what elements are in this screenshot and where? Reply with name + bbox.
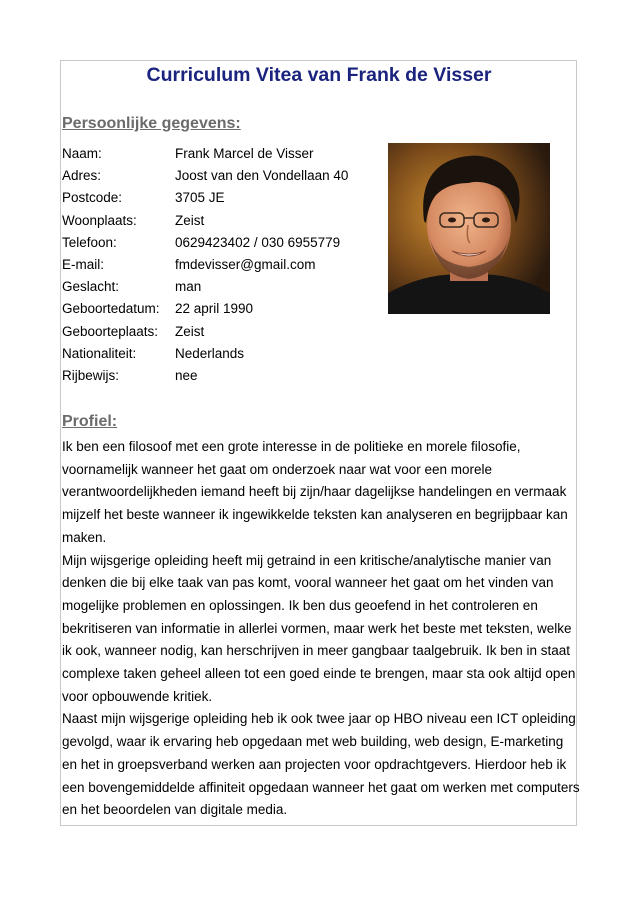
detail-row [62, 187, 348, 209]
portrait-image [388, 143, 550, 314]
detail-row [62, 343, 348, 365]
detail-label: Rijbewijs: [62, 367, 120, 383]
detail-value: 22 april 1990 [175, 301, 254, 317]
detail-row [62, 365, 348, 387]
detail-value: Joost van den Vondellaan 40 [175, 168, 349, 184]
personal-details [62, 143, 348, 387]
detail-label: Telefoon: [62, 234, 117, 250]
profile-paragraph: Naast mijn wijsgerige opleiding heb ik ook twee jaar op HBO niveau een ICT opleiding gevolgd, waar ik ervaring heb opgedaan met web building, web design, E-marketing en het in groepsverband werken aan projecten voor opdrachtgevers. Hierdoor heb ik een bovengemiddelde affiniteit opgedaan wanneer het gaat om werken met computers en het beoordelen van digitale media. [62, 711, 580, 818]
detail-value: Frank Marcel de Visser [175, 146, 314, 161]
detail-row [62, 210, 348, 232]
detail-row [62, 276, 348, 298]
detail-label: Geslacht: [62, 279, 120, 295]
profile-paragraph: Ik ben een filosoof met een grote interesse in de politieke en morele filosofie, voornamelijk wanneer het gaat om onderzoek naar wat voor een morele verantwoordelijkheden iemand heeft bij zijn/haar dagelijkse handelingen en vermaak mijzelf het beste wanneer ik ingewikkelde teksten kan analyseren en begrijpbaar kan maken. [62, 439, 568, 545]
detail-label: Naam: [62, 146, 102, 161]
detail-value: Nederlands [175, 345, 245, 361]
detail-value: man [175, 279, 202, 295]
detail-value: 3705 JE [175, 190, 225, 206]
profile-text [62, 436, 582, 822]
detail-row [62, 321, 348, 343]
detail-label: Adres: [62, 168, 102, 184]
detail-row [62, 165, 348, 187]
detail-label: Geboorteplaats: [62, 323, 159, 339]
detail-row [62, 232, 348, 254]
detail-value: Zeist [175, 212, 205, 228]
detail-value: Zeist [175, 323, 205, 339]
detail-label: Postcode: [62, 190, 123, 206]
page-title: Curriculum Vitea van Frank de Visser [146, 64, 492, 86]
personal-heading: Persoonlijke gegevens: [62, 115, 241, 132]
detail-value: 0629423402 / 030 6955779 [175, 234, 341, 250]
profile-photo [388, 143, 550, 314]
detail-row [62, 254, 348, 276]
profile-heading: Profiel: [62, 413, 118, 430]
detail-value: fmdevisser@gmail.com [175, 256, 316, 272]
detail-row [62, 298, 348, 320]
profile-paragraph: Mijn wijsgerige opleiding heeft mij getraind in een kritische/analytische manier van denken die bij elke taak van pas komt, vooral wanneer het gaat om het vinden van mogelijke problemen en oplossingen. Ik ben dus geoefend in het controleren en bekritiseren van informatie in allerlei vormen, maar werk het beste met teksten, welke ik ook, wanneer nodig, kan herschrijven in meer gangbaar taalgebruik. Ik ben in staat complexe taken geheel alleen tot een goed einde te brengen, maar sta ook altijd open voor opbouwende kritiek. [62, 552, 576, 704]
detail-label: Woonplaats: [62, 212, 137, 228]
detail-row [62, 143, 348, 165]
detail-value: nee [175, 367, 198, 383]
detail-label: Nationaliteit: [62, 345, 137, 361]
detail-label: Geboortedatum: [62, 301, 160, 317]
detail-label: E-mail: [62, 256, 105, 272]
